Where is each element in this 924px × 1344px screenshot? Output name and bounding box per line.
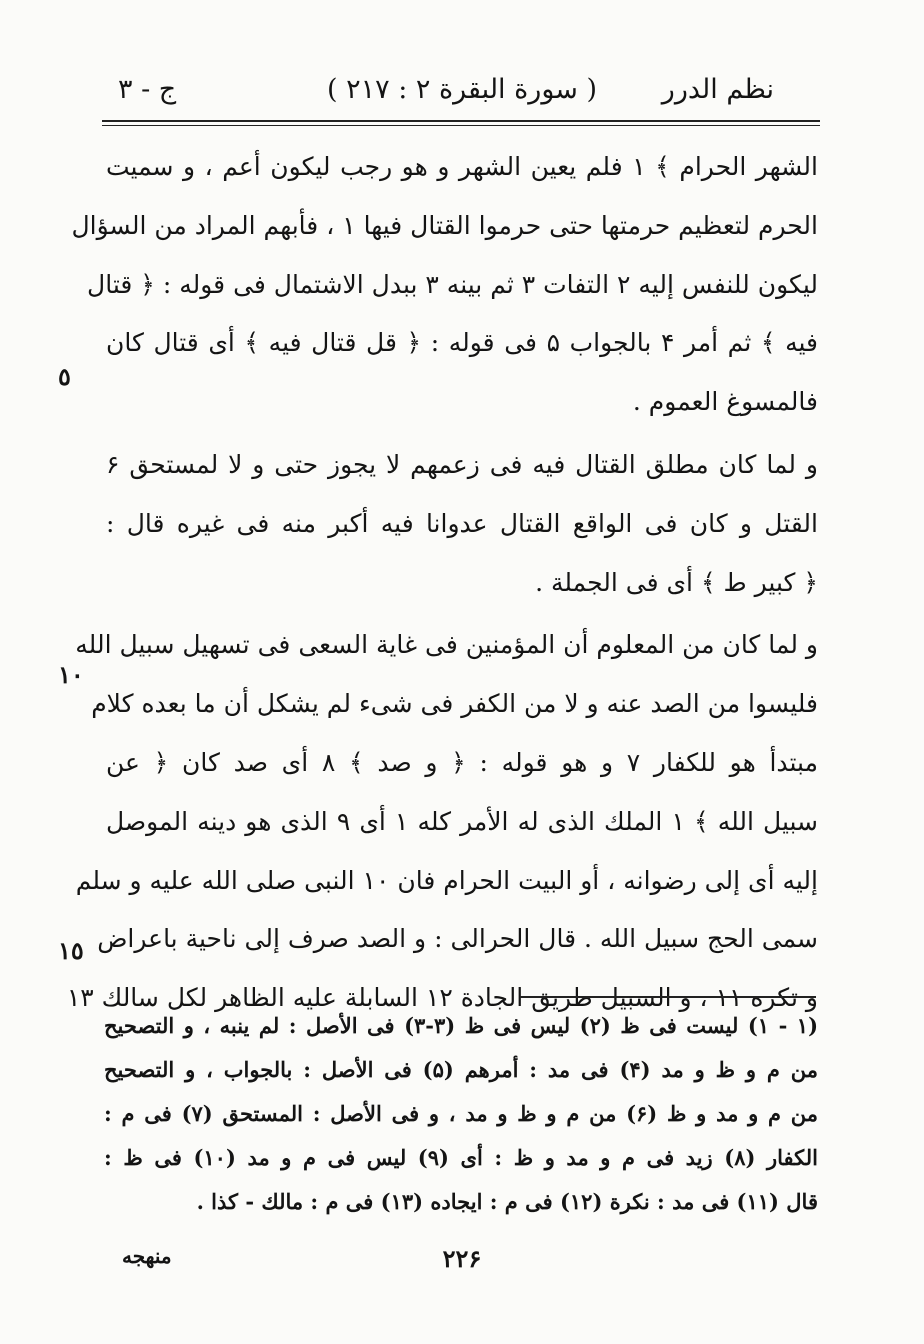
volume-number: ج - ۳ (118, 74, 177, 105)
footnote-line: من م و ظ و مد (۴) فى مد : أمرهم (۵) فى الأصل : بالجواب ، و التصحيح (104, 1057, 818, 1082)
text-line: فالمسوغ العموم . (632, 387, 818, 417)
footnote-line: (۱ - ۱) ليست فى ظ (۲) ليس فى ظ (۳-۳) فى الأصل : لم ينبه ، و التصحيح (104, 1013, 818, 1038)
footnotes (104, 1004, 818, 1224)
text-line: و تكره ۱۱ ، و السبيل طريق الجادة ۱۲ السابلة عليه الظاهر لكل سالك ۱۳ (66, 983, 818, 1013)
text-line: ليكون للنفس إليه ۲ التفات ۳ ثم بينه ۳ ببدل الاشتمال فى قوله : ﴿ قتال (87, 269, 818, 299)
text-line: و لما كان مطلق القتال فيه فى زعمهم لا يجوز حتى و لا لمستحق ۶ (106, 449, 818, 479)
footnote-rule (520, 996, 816, 998)
text-line: إليه أى إلى رضوانه ، أو البيت الحرام فان ۱۰ النبى صلى الله عليه و سلم (75, 865, 818, 895)
text-line: فيه ﴾ ثم أمر ۴ بالجواب ۵ فى قوله : ﴿ قل قتال فيه ﴾ أى قتال كان (106, 328, 818, 358)
line-number-10: ١٠ (58, 660, 84, 689)
surah-reference: ( سورة البقرة ۲ : ۲۱۷ ) (326, 74, 598, 105)
text-line: الشهر الحرام ﴾ ۱ فلم يعين الشهر و هو رجب ليكون أعم ، و سميت (106, 152, 818, 181)
line-number-5: ٥ (58, 362, 71, 391)
line-number-15: ١٥ (58, 936, 84, 965)
page-number: ۲۲۶ (442, 1244, 482, 1273)
text-line: و لما كان من المعلوم أن المؤمنين فى غاية السعى فى تسهيل سبيل الله (75, 630, 818, 660)
text-line: مبتدأ هو للكفار ۷ و هو قوله : ﴿ و صد ﴾ ۸ أى صد كان ﴿ عن (106, 747, 818, 777)
footnote-line: الكفار (۸) زيد فى م و مد و ظ : أى (۹) ليس فى م و مد (۱۰) فى ظ : (104, 1145, 819, 1170)
text-line: سمى الحج سبيل الله . قال الحرالى : و الصد صرف إلى ناحية باعراض (97, 924, 818, 954)
text-line: الحرم لتعظيم حرمتها حتى حرموا القتال فيها ۱ ، فأبهم المراد من السؤال (71, 210, 818, 240)
footnote-line: من م و مد و ظ (۶) من م و ظ و مد ، و فى الأصل : المستحق (۷) فى م : (104, 1101, 818, 1126)
text-line: ﴿ كبير ط ﴾ أى فى الجملة . (535, 567, 818, 597)
signature-mark: منهجه (122, 1244, 172, 1268)
text-line: فليسوا من الصد عنه و لا من الكفر فى شىء لم يشكل أن ما بعده كلام (91, 689, 818, 719)
footnote-line: قال (۱۱) فى مد : نكرة (۱۲) فى م : ايجاده (۱۳) فى م : مالك - كذا . (196, 1189, 818, 1214)
header-rule (102, 120, 820, 122)
running-title: نظم الدرر (661, 74, 774, 105)
text-line: سبيل الله ﴾ ۱ الملك الذى له الأمر كله ۱ أى ۹ الذى هو دينه الموصل (106, 806, 818, 836)
text-line: القتل و كان فى الواقع القتال عدوانا فيه أكبر منه فى غيره قال : (106, 508, 818, 538)
header-rule-thin (102, 125, 820, 126)
